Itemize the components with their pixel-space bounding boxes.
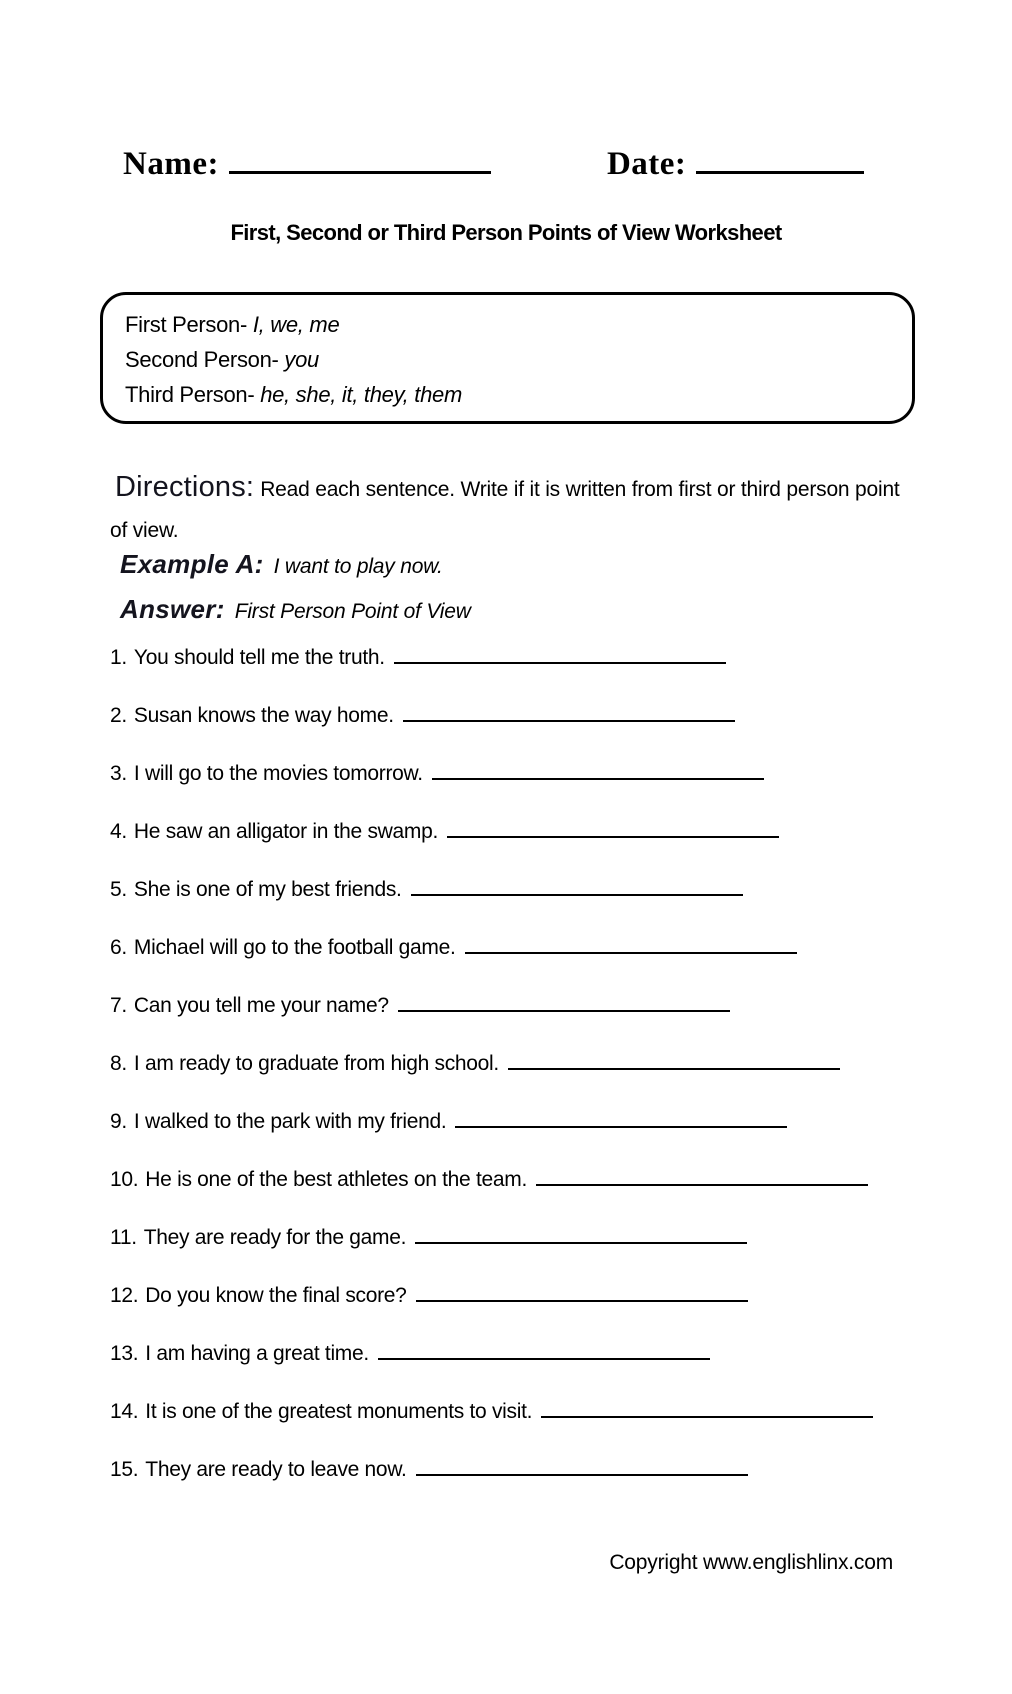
- answer-blank-line[interactable]: [411, 878, 743, 896]
- question-text: I walked to the park with my friend.: [133, 1110, 447, 1133]
- question-row: [110, 704, 932, 732]
- directions-label: Directions:: [115, 471, 255, 503]
- question-text: They are ready to leave now.: [145, 1458, 407, 1481]
- question-row: [110, 1284, 932, 1312]
- answer-blank-line[interactable]: [447, 820, 779, 838]
- question-row: [110, 1110, 932, 1138]
- definition-examples: he, she, it, they, them: [260, 382, 462, 407]
- question-row: [110, 1168, 932, 1196]
- definition-term: First Person-: [125, 312, 248, 337]
- answer-blank-line[interactable]: [416, 1458, 748, 1476]
- date-blank-line[interactable]: [696, 147, 864, 174]
- question-number: 6.: [110, 936, 127, 959]
- question-number: 14.: [110, 1400, 139, 1423]
- header: [123, 146, 922, 183]
- question-row: [110, 1226, 932, 1254]
- example-answer-row: [120, 589, 900, 634]
- question-text: I am ready to graduate from high school.: [133, 1052, 499, 1075]
- question-number: 1.: [110, 646, 127, 669]
- answer-label: Answer:: [120, 594, 225, 624]
- definition-term: Second Person-: [125, 347, 279, 372]
- question-number: 8.: [110, 1052, 127, 1075]
- date-field: [607, 146, 864, 183]
- example-sentence-row: [120, 544, 900, 589]
- question-text: Susan knows the way home.: [133, 704, 394, 727]
- example-block: [120, 544, 900, 634]
- question-row: [110, 1342, 932, 1370]
- answer-blank-line[interactable]: [541, 1400, 873, 1418]
- question-row: [110, 878, 932, 906]
- question-text: I will go to the movies tomorrow.: [133, 762, 423, 785]
- directions: [110, 467, 912, 551]
- answer-blank-line[interactable]: [394, 646, 726, 664]
- answer-blank-line[interactable]: [378, 1342, 710, 1360]
- answer-blank-line[interactable]: [465, 936, 797, 954]
- name-field: [123, 146, 491, 183]
- question-number: 4.: [110, 820, 127, 843]
- question-number: 7.: [110, 994, 127, 1017]
- date-label: Date:: [606, 146, 687, 182]
- answer-blank-line[interactable]: [455, 1110, 787, 1128]
- question-number: 3.: [110, 762, 127, 785]
- answer-blank-line[interactable]: [508, 1052, 840, 1070]
- question-number: 2.: [110, 704, 127, 727]
- definition-row: [125, 307, 894, 342]
- answer-blank-line[interactable]: [432, 762, 764, 780]
- definition-examples: you: [284, 347, 319, 372]
- question-row: [110, 820, 932, 848]
- question-list: [110, 646, 932, 1516]
- answer-blank-line[interactable]: [536, 1168, 868, 1186]
- definition-row: [125, 342, 894, 377]
- question-text: Do you know the final score?: [145, 1284, 407, 1307]
- question-text: It is one of the greatest monuments to visit.: [145, 1400, 533, 1423]
- answer-blank-line[interactable]: [416, 1284, 748, 1302]
- answer-blank-line[interactable]: [415, 1226, 747, 1244]
- example-label: Example A:: [120, 549, 264, 579]
- question-number: 13.: [110, 1342, 139, 1365]
- question-row: [110, 1052, 932, 1080]
- question-row: [110, 1458, 932, 1486]
- question-number: 10.: [110, 1168, 139, 1191]
- question-text: They are ready for the game.: [143, 1226, 407, 1249]
- definition-row: [125, 377, 894, 412]
- question-text: You should tell me the truth.: [133, 646, 385, 669]
- copyright-text: Copyright www.englishlinx.com: [609, 1551, 893, 1574]
- question-text: He is one of the best athletes on the team.: [145, 1168, 527, 1191]
- definition-term: Third Person-: [125, 382, 255, 407]
- page-title: First, Second or Third Person Points of View Worksheet: [230, 220, 782, 245]
- question-row: [110, 936, 932, 964]
- definition-examples: I, we, me: [252, 312, 340, 337]
- question-number: 5.: [110, 878, 127, 901]
- question-number: 9.: [110, 1110, 127, 1133]
- question-text: She is one of my best friends.: [133, 878, 402, 901]
- question-text: He saw an alligator in the swamp.: [133, 820, 439, 843]
- name-label: Name:: [123, 146, 219, 182]
- question-row: [110, 994, 932, 1022]
- question-number: 11.: [110, 1226, 137, 1249]
- question-row: [110, 1400, 932, 1428]
- question-number: 12.: [110, 1284, 139, 1307]
- answer-blank-line[interactable]: [398, 994, 730, 1012]
- directions-text: Read each sentence. Write if it is written from first or third person point of view.: [110, 478, 900, 542]
- question-text: I am having a great time.: [145, 1342, 369, 1365]
- answer-blank-line[interactable]: [403, 704, 735, 722]
- example-sentence: I want to play now.: [273, 555, 443, 578]
- name-blank-line[interactable]: [229, 147, 491, 174]
- question-text: Can you tell me your name?: [133, 994, 389, 1017]
- question-number: 15.: [110, 1458, 139, 1481]
- question-row: [110, 646, 932, 674]
- answer-text: First Person Point of View: [234, 600, 471, 623]
- definitions-box: [100, 292, 915, 424]
- question-row: [110, 762, 932, 790]
- question-text: Michael will go to the football game.: [133, 936, 456, 959]
